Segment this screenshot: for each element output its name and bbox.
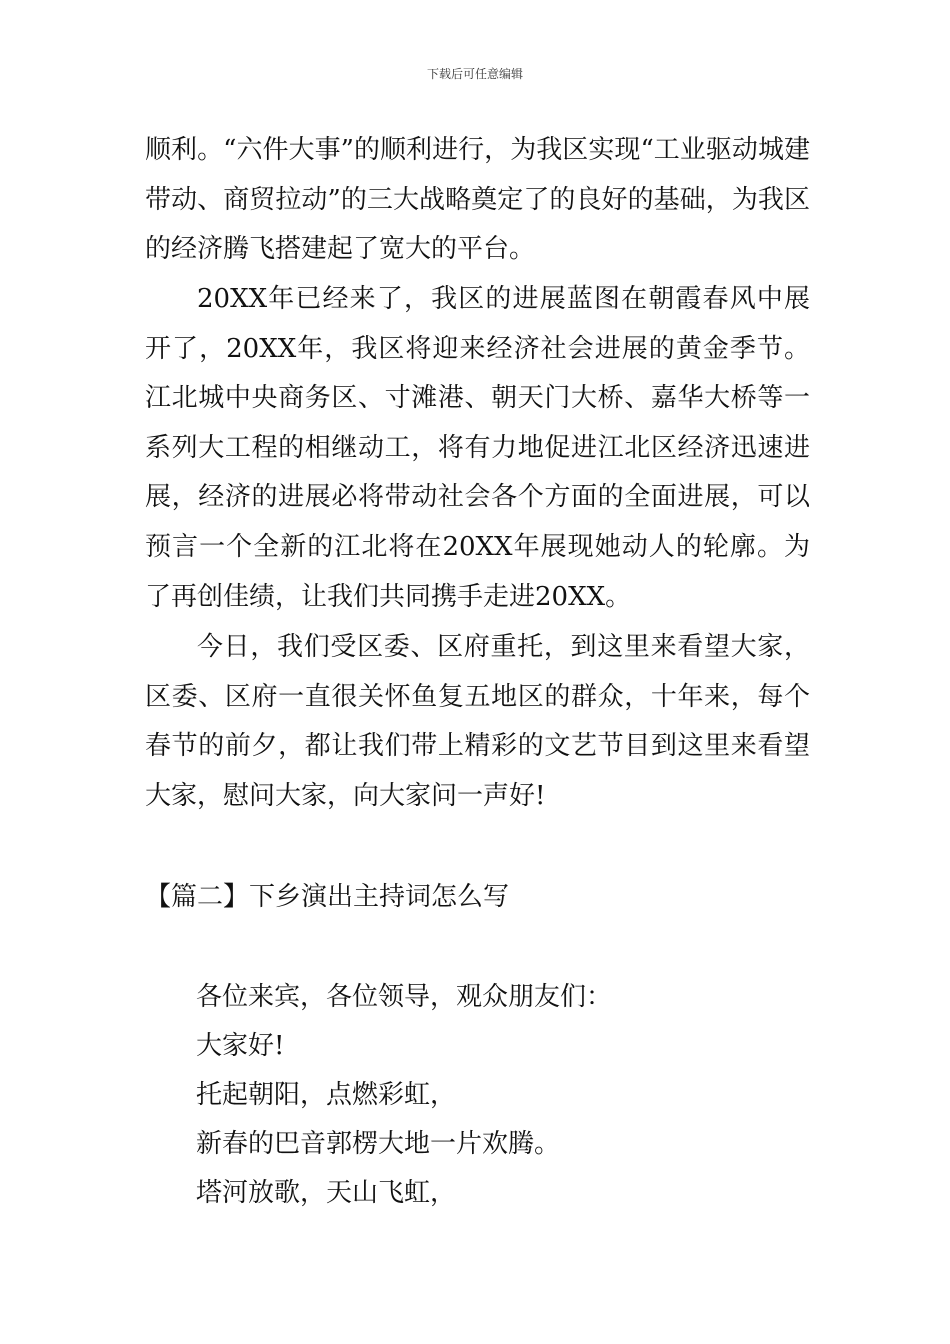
page-header: 下载后可任意编辑 [426,67,523,81]
section-title: 【篇二】下乡演出主持词怎么写 [145,882,510,912]
body-paragraph: 今日，我们受区委、区府重托，到这里来看望大家，区委、区府一直很关怀鱼复五地区的群众，十年来，每个春节的前夕，都让我们带上精彩的文艺节目到这里来看望大家，慰问大家，向大家问一声好! [145,632,810,811]
verse-line: 新春的巴音郭楞大地一片欢腾。 [196,1129,561,1159]
verse-line: 各位来宾，各位领导，观众朋友们： [196,982,613,1012]
body-paragraph: 20XX年已经来了，我区的进展蓝图在朝霞春风中展开了，20XX年，我区将迎来经济社会进展的黄金季节。江北城中央商务区、寸滩港、朝天门大桥、嘉华大桥等一系列大工程的相继动工，将有力地促进江北区经济迅速进展，经济的进展必将带动社会各个方面的全面进展，可以预言一个全新的江北将在20XX年展现她动人的轮廓。为了再创佳绩，让我们共同携手走进20XX。 [145,284,810,612]
verse-line: 塔河放歌，天山飞虹， [196,1178,457,1208]
verse-line: 托起朝阳，点燃彩虹， [196,1080,457,1110]
verse-line: 大家好! [196,1031,285,1061]
body-paragraph: 顺利。“六件大事”的顺利进行，为我区实现“工业驱动城建带动、商贸拉动”的三大战略奠定了的良好的基础，为我区的经济腾飞搭建起了宽大的平台。 [145,135,810,265]
